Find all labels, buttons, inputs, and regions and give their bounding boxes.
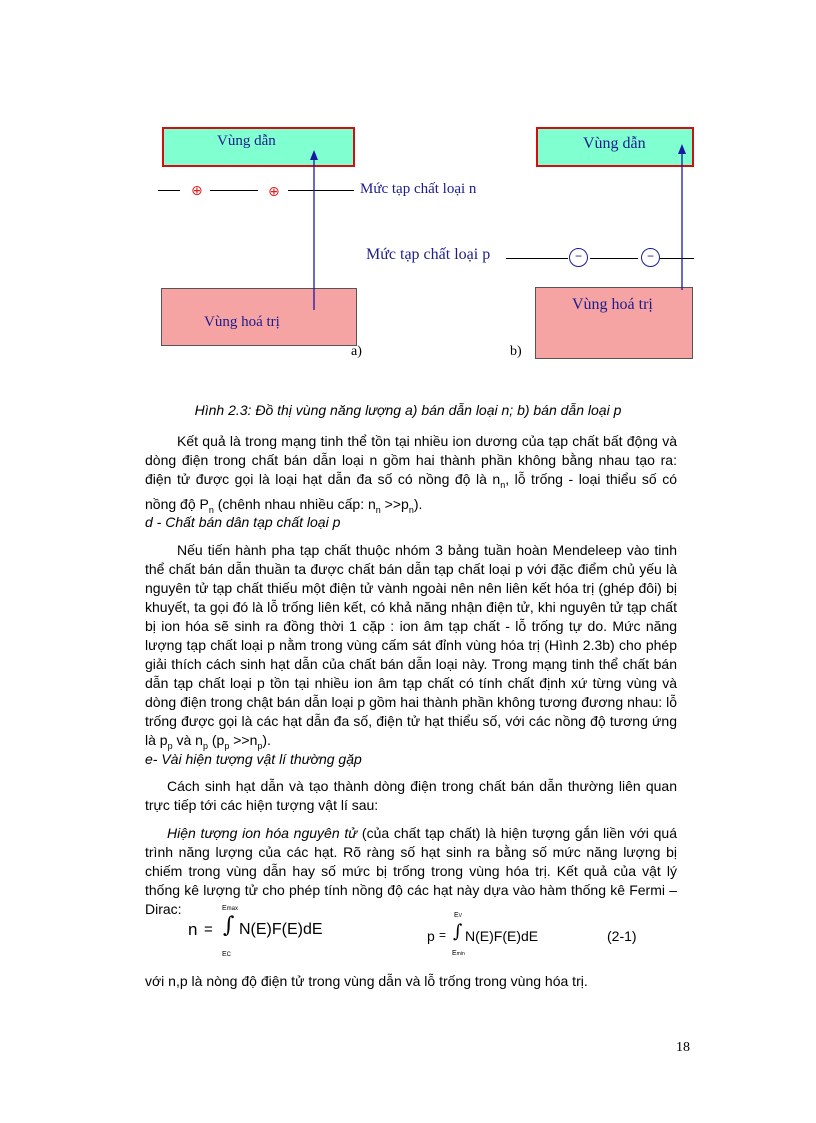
- paragraph-4: Hiện tượng ion hóa nguyên tử (của chất tạp chất) là hiện tượng gắn liền với quá trình năng lượng của các hạt. Rõ ràng số hạt sinh ra bằng số mức năng lượng bị chiếm trong vùng dẫn hay số mức bị trống trong vùng hóa trị. Kết quả của vật lý thống kê lượng tử cho phép tính nồng độ các hạt này dựa vào hàm thống kê Fermi – Dirac:: [145, 825, 677, 917]
- impurity-level-a-label: Mức tạp chất loại n: [360, 181, 477, 197]
- negative-ion-icon: −: [569, 248, 588, 267]
- panel-label-a: a): [351, 344, 362, 359]
- arrow-up-icon: [310, 150, 318, 310]
- paragraph-5: với n,p là nòng độ điện tử trong vùng dẫn và lỗ trống trong vùng hóa trị.: [145, 973, 588, 989]
- conduction-band-a-label: Vùng dẫn: [217, 133, 276, 149]
- paragraph-1: Kết quả là trong mạng tinh thể tồn tại nhiều ion dương của tạp chất bất động và dòng điện trong chất bán dẫn loại n gồm hai thành phần không bằng nhau tạo ra: điện tử được gọi là loại hạt dẫn đa số có nồng độ là $n_n$, lỗ trống - loại thiểu số có nồng độ $P_n$ (chênh nhau nhiều cấp: $n_n >>p_n$).: [145, 433, 677, 515]
- valence-band-b-label: Vùng hoá trị: [572, 296, 653, 313]
- arrow-up-icon: [678, 144, 686, 290]
- positive-ion-icon: ⊕: [191, 183, 203, 199]
- page-number: 18: [676, 1040, 690, 1055]
- equation-n: n = ∫ Emax EC N(E)F(E)dE: [188, 905, 323, 958]
- panel-label-b: b): [510, 344, 522, 359]
- impurity-level-b-label: Mức tạp chất loại p: [366, 246, 491, 263]
- positive-ion-icon: ⊕: [268, 184, 280, 200]
- heading-d: d - Chất bán dân tạp chất loại p: [145, 514, 341, 530]
- paragraph-2: Nếu tiến hành pha tạp chất thuộc nhóm 3 bảng tuần hoàn Mendeleep vào tinh thể chất bán dẫn thuần ta được chất bán dẫn tạp chất loại p với đặc điểm chủ yếu là nguyên tử tạp chất thiếu một điện tử vành ngoài nên nên liên kết hóa trị (ghép đôi) bị khuyết, ta gọi đó là lỗ trống liên kết, có khả năng nhận điện tử, khi nguyên tử tạp chất bị ion hóa sẽ sinh ra đồng thời 1 cặp : ion âm tạp chất - lỗ trống tự do. Mức năng lượng tạp chất loại p nằm trong vùng cấm sát đỉnh vùng hóa trị (Hình 2.3b) cho phép giải thích cách sinh hạt dẫn của chất bán dẫn loại này. Trong mạng tinh thể chất bán dẫn tạp chất loại p tồn tại nhiều ion âm tạp chất có tính chất định xứ từng vùng và dòng điện trong chật bán dẫn loại p gồm hai thành phần không tương đương nhau: lỗ trống được gọi là các hạt dẫn đa số, điện tử hạt thiểu số, với các nồng độ tương ứng là $p_p$ và $n_p$ $(p_p >>n_p)$.: [145, 542, 677, 751]
- equation-number: (2-1): [607, 928, 637, 944]
- paragraph-3: Cách sinh hạt dẫn và tạo thành dòng điện trong chất bán dẫn thường liên quan trực tiếp tới các hiện tượng vật lí sau:: [145, 778, 677, 813]
- negative-ion-icon: −: [641, 248, 660, 267]
- heading-e: e- Vài hiện tượng vật lí thường gặp: [145, 751, 362, 767]
- equation-p: p = ∫ EV Emin N(E)F(E)dE (2-1): [427, 912, 637, 957]
- conduction-band-b-label: Vùng dẫn: [583, 135, 646, 152]
- valence-band-a-label: Vùng hoá trị: [204, 314, 280, 330]
- transition-arrows: [0, 0, 816, 420]
- figure-caption: Hình 2.3: Đồ thị vùng năng lượng a) bán dẫn loại n; b) bán dẫn loại p: [194, 402, 622, 418]
